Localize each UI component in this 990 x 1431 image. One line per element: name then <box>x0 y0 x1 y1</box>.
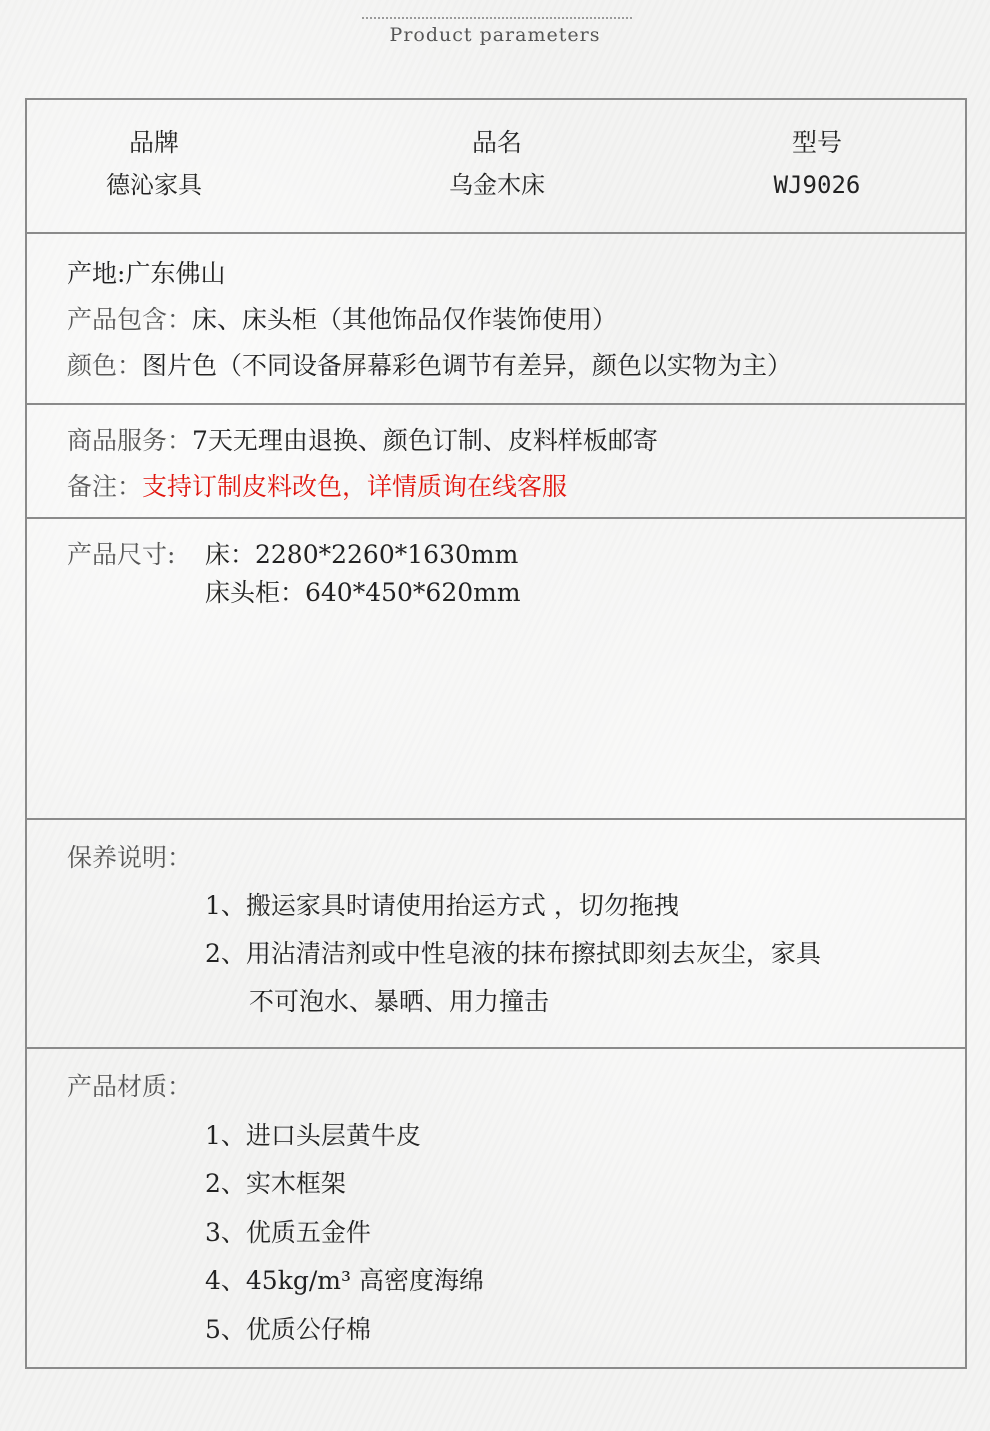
note-line <box>67 467 567 503</box>
includes-label: 产品包含： <box>67 305 193 334</box>
brand-label: 品牌 <box>128 128 179 157</box>
nightstand-size: 床头柜：640*450*620mm <box>205 578 521 607</box>
dotted-divider <box>362 17 632 19</box>
material-item: 2、实木框架 <box>205 1169 346 1198</box>
brand-cell <box>79 122 229 206</box>
size-label: 产品尺寸: <box>67 540 176 569</box>
product-name-label: 品名 <box>471 128 522 157</box>
care-item-2-cont: 不可泡水、暴晒、用力撞击 <box>249 987 550 1016</box>
service-value: 7天无理由退换、颜色订制、皮料样板邮寄 <box>192 426 658 455</box>
color-label: 颜色： <box>67 351 143 380</box>
material-item: 3、优质五金件 <box>205 1218 371 1247</box>
size-row <box>27 517 965 820</box>
product-name-value: 乌金木床 <box>449 171 545 199</box>
origin-row <box>27 232 965 405</box>
origin-line <box>67 254 225 290</box>
material-item: 4、45kg/m³ 高密度海绵 <box>205 1266 484 1295</box>
care-label: 保养说明： <box>67 843 193 872</box>
bed-size: 床：2280*2260*1630mm <box>205 540 519 569</box>
care-item-1: 1、搬运家具时请使用抬运方式 ，切勿拖拽 <box>205 891 679 920</box>
origin-value: 广东佛山 <box>125 259 226 288</box>
service-line <box>67 421 658 457</box>
origin-label: 产地: <box>67 259 126 288</box>
parameters-table <box>25 98 967 1369</box>
includes-line <box>67 300 617 336</box>
note-value: 支持订制皮料改色，详情质询在线客服 <box>142 472 568 501</box>
model-value: WJ9026 <box>773 171 861 199</box>
service-label: 商品服务： <box>67 426 193 455</box>
material-item: 1、进口头层黄牛皮 <box>205 1121 421 1150</box>
includes-value: 床、床头柜（其他饰品仅作装饰使用） <box>192 305 618 334</box>
color-line <box>67 346 792 382</box>
section-title: Product parameters <box>389 24 601 46</box>
brand-value: 德沁家具 <box>106 171 202 199</box>
material-label: 产品材质： <box>67 1072 193 1101</box>
care-row <box>27 818 965 1049</box>
basic-info-row <box>27 100 965 234</box>
note-label: 备注： <box>67 472 143 501</box>
model-cell <box>742 122 892 206</box>
color-value: 图片色（不同设备屏幕彩色调节有差异，颜色以实物为主） <box>142 351 793 380</box>
material-item: 5、优质公仔棉 <box>205 1315 371 1344</box>
product-name-cell <box>422 122 572 206</box>
service-row <box>27 403 965 519</box>
model-label: 型号 <box>791 128 842 157</box>
care-item-2: 2、用沾清洁剂或中性皂液的抹布擦拭即刻去灰尘，家具 <box>205 939 821 968</box>
material-row <box>27 1047 965 1367</box>
section-header <box>0 0 990 60</box>
